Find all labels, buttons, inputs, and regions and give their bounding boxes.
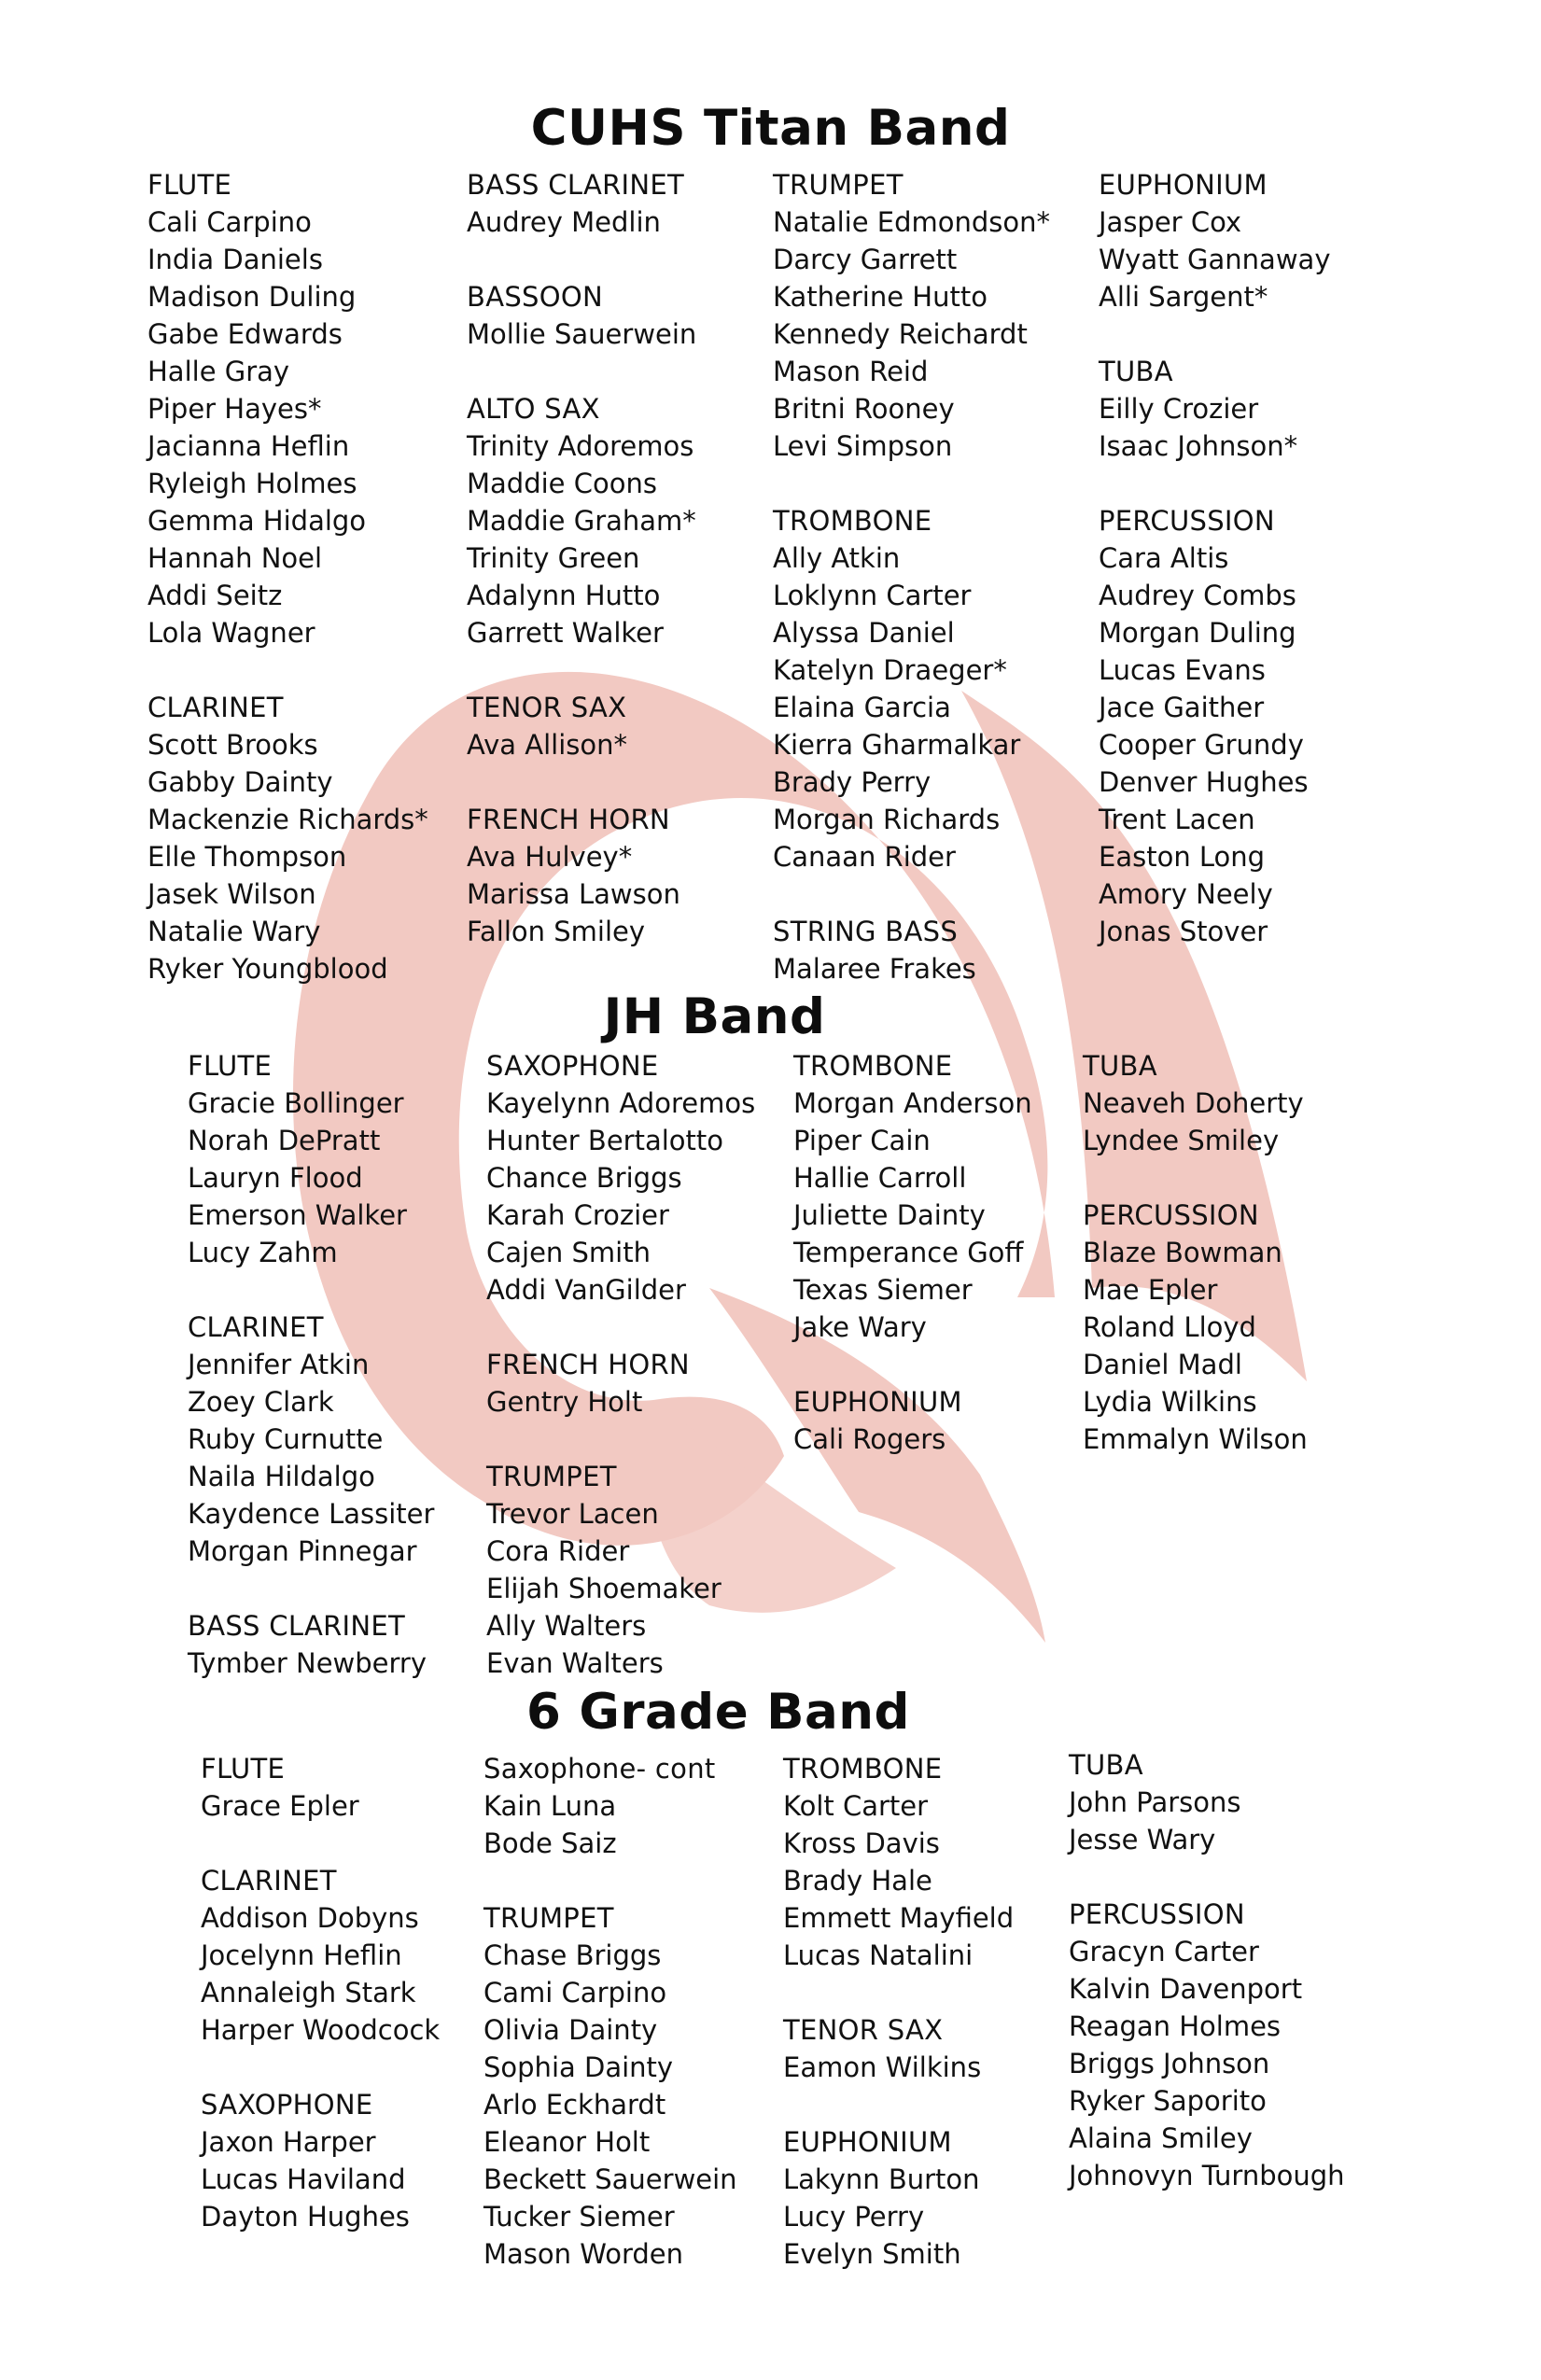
- instrument-section-french-horn: [486, 1346, 755, 1421]
- instrument-section-saxophone-cont: [483, 1750, 737, 1862]
- member-list: [188, 1085, 434, 1271]
- member-name: Fallon Smiley: [467, 916, 646, 947]
- member-name: Sophia Dainty: [483, 2051, 674, 2083]
- member-name: Alyssa Daniel: [773, 617, 955, 649]
- member-name: Cora Rider: [486, 1535, 630, 1567]
- member-list: [147, 726, 428, 987]
- member-name: Lucy Perry: [783, 2201, 925, 2233]
- member-name: Temperance Goff: [793, 1237, 1024, 1268]
- section-heading: TROMBONE: [793, 1050, 953, 1082]
- member-list: [188, 1645, 434, 1682]
- member-name: Chase Briggs: [483, 1939, 662, 1971]
- section-heading: SAXOPHONE: [201, 2089, 373, 2121]
- member-name: Kalvin Davenport: [1069, 1973, 1303, 2005]
- member-list: [467, 838, 696, 950]
- band-column: [783, 1750, 1014, 2310]
- member-name: Brady Hale: [783, 1865, 932, 1897]
- member-list: [188, 1346, 434, 1570]
- member-name: Zoey Clark: [188, 1386, 334, 1418]
- member-name: Madison Duling: [147, 281, 357, 313]
- member-name: Ally Atkin: [773, 542, 901, 574]
- band-column: [147, 166, 428, 1025]
- instrument-section-euphonium: [783, 2123, 1014, 2273]
- band-column: [486, 1047, 755, 1719]
- member-name: Trinity Green: [467, 542, 640, 574]
- member-name: Ava Allison*: [467, 729, 628, 761]
- instrument-section-trombone: [773, 502, 1050, 875]
- member-name: Dayton Hughes: [201, 2201, 410, 2233]
- member-name: Olivia Dainty: [483, 2014, 658, 2046]
- member-list: [773, 539, 1050, 875]
- member-name: Juliette Dainty: [793, 1199, 986, 1231]
- member-name: Malaree Frakes: [773, 953, 976, 985]
- band-column: [201, 1750, 440, 2273]
- member-name: Texas Siemer: [793, 1274, 973, 1306]
- band-title: JH Band: [603, 988, 826, 1045]
- member-name: Lola Wagner: [147, 617, 315, 649]
- section-heading: ALTO SAX: [467, 393, 600, 425]
- band-column: [1099, 166, 1330, 987]
- member-name: Jaxon Harper: [201, 2126, 376, 2158]
- member-name: Emmett Mayfield: [783, 1902, 1015, 1934]
- member-name: Lauryn Flood: [188, 1162, 363, 1194]
- member-list: [783, 2049, 1014, 2086]
- section-heading: STRING BASS: [773, 916, 959, 947]
- instrument-section-clarinet: [147, 689, 428, 987]
- member-name: Katherine Hutto: [773, 281, 988, 313]
- member-name: Elle Thompson: [147, 841, 347, 873]
- instrument-section-trumpet: [483, 1899, 737, 2273]
- section-heading: TUBA: [1099, 356, 1173, 387]
- instrument-section-bassoon: [467, 278, 696, 353]
- member-name: Trevor Lacen: [486, 1498, 659, 1530]
- section-heading: TRUMPET: [483, 1902, 614, 1934]
- member-name: Evelyn Smith: [783, 2238, 961, 2270]
- member-list: [773, 950, 1050, 987]
- member-name: Hannah Noel: [147, 542, 323, 574]
- band-column: [773, 166, 1050, 1025]
- member-list: [783, 1787, 1014, 1974]
- member-name: Kayelynn Adoremos: [486, 1087, 756, 1119]
- member-list: [467, 726, 696, 763]
- instrument-section-clarinet: [188, 1309, 434, 1570]
- member-name: Chance Briggs: [486, 1162, 682, 1194]
- member-name: Piper Cain: [793, 1125, 931, 1156]
- member-name: Addi Seitz: [147, 580, 283, 611]
- band-title: 6 Grade Band: [526, 1684, 910, 1741]
- member-name: Jasper Cox: [1099, 206, 1242, 238]
- member-name: India Daniels: [147, 244, 323, 275]
- instrument-section-flute: [201, 1750, 440, 1825]
- member-name: Katelyn Draeger*: [773, 654, 1007, 686]
- instrument-section-flute: [188, 1047, 434, 1271]
- instrument-section-percussion: [1069, 1896, 1345, 2194]
- member-name: Cali Carpino: [147, 206, 312, 238]
- member-list: [793, 1421, 1032, 1458]
- member-name: Emerson Walker: [188, 1199, 407, 1231]
- member-name: Piper Hayes*: [147, 393, 322, 425]
- member-name: Jonas Stover: [1099, 916, 1268, 947]
- member-name: Bode Saiz: [483, 1827, 617, 1859]
- instrument-section-bass-clarinet: [188, 1607, 434, 1682]
- member-name: Morgan Duling: [1099, 617, 1296, 649]
- section-heading: PERCUSSION: [1099, 505, 1275, 537]
- member-list: [1099, 539, 1330, 950]
- band-column: [1069, 1746, 1345, 2232]
- member-name: Gemma Hidalgo: [147, 505, 367, 537]
- member-name: Gabby Dainty: [147, 766, 333, 798]
- section-heading: Saxophone- cont: [483, 1753, 716, 1785]
- instrument-section-tuba: [1099, 353, 1330, 465]
- member-name: Tucker Siemer: [483, 2201, 675, 2233]
- member-list: [1099, 390, 1330, 465]
- member-list: [783, 2161, 1014, 2273]
- instrument-section-alto-sax: [467, 390, 696, 651]
- instrument-section-euphonium: [793, 1383, 1032, 1458]
- member-name: Kross Davis: [783, 1827, 940, 1859]
- member-name: Mackenzie Richards*: [147, 804, 428, 835]
- member-list: [486, 1383, 755, 1421]
- member-name: Ruby Curnutte: [188, 1423, 384, 1455]
- member-name: Cami Carpino: [483, 1977, 667, 2009]
- member-name: Audrey Medlin: [467, 206, 661, 238]
- member-name: Ryker Youngblood: [147, 953, 388, 985]
- section-heading: TENOR SAX: [467, 692, 627, 723]
- member-list: [201, 2123, 440, 2235]
- member-name: Emmalyn Wilson: [1083, 1423, 1308, 1455]
- member-name: Kain Luna: [483, 1790, 617, 1822]
- section-heading: TRUMPET: [773, 169, 904, 201]
- member-name: Jacianna Heflin: [147, 430, 350, 462]
- member-name: Lyndee Smiley: [1083, 1125, 1280, 1156]
- instrument-section-percussion: [1099, 502, 1330, 950]
- member-name: Canaan Rider: [773, 841, 956, 873]
- member-name: Daniel Madl: [1083, 1349, 1242, 1380]
- member-name: Cooper Grundy: [1099, 729, 1304, 761]
- member-name: Hunter Bertalotto: [486, 1125, 724, 1156]
- member-name: Gracyn Carter: [1069, 1936, 1259, 1967]
- member-name: Ryker Saporito: [1069, 2085, 1267, 2117]
- section-heading: TENOR SAX: [783, 2014, 944, 2046]
- member-name: Marissa Lawson: [467, 878, 680, 910]
- instrument-section-tuba: [1083, 1047, 1308, 1159]
- member-name: Lydia Wilkins: [1083, 1386, 1257, 1418]
- instrument-section-flute: [147, 166, 428, 651]
- member-name: Hallie Carroll: [793, 1162, 967, 1194]
- member-name: Loklynn Carter: [773, 580, 972, 611]
- band-title: CUHS Titan Band: [530, 100, 1011, 157]
- member-list: [486, 1495, 755, 1682]
- member-name: Eamon Wilkins: [783, 2051, 982, 2083]
- section-heading: BASS CLARINET: [467, 169, 685, 201]
- member-list: [201, 1787, 440, 1825]
- member-name: Jace Gaither: [1099, 692, 1265, 723]
- section-heading: FRENCH HORN: [467, 804, 670, 835]
- member-list: [467, 427, 696, 651]
- member-name: Jennifer Atkin: [188, 1349, 370, 1380]
- instrument-section-saxophone: [486, 1047, 755, 1309]
- member-name: Brady Perry: [773, 766, 932, 798]
- member-name: Kennedy Reichardt: [773, 318, 1028, 350]
- section-heading: EUPHONIUM: [1099, 169, 1268, 201]
- section-heading: FLUTE: [201, 1753, 286, 1785]
- member-name: Maddie Coons: [467, 468, 657, 499]
- instrument-section-trumpet: [486, 1458, 755, 1682]
- section-heading: EUPHONIUM: [783, 2126, 952, 2158]
- instrument-section-trumpet: [773, 166, 1050, 465]
- member-list: [1069, 1933, 1345, 2194]
- member-name: Denver Hughes: [1099, 766, 1309, 798]
- member-name: Darcy Garrett: [773, 244, 958, 275]
- section-heading: TUBA: [1083, 1050, 1157, 1082]
- member-name: Garrett Walker: [467, 617, 664, 649]
- member-list: [467, 315, 696, 353]
- section-heading: EUPHONIUM: [793, 1386, 962, 1418]
- band-column: [483, 1750, 737, 2310]
- member-name: Beckett Sauerwein: [483, 2163, 737, 2195]
- member-name: Addison Dobyns: [201, 1902, 419, 1934]
- member-name: Halle Gray: [147, 356, 290, 387]
- instrument-section-string-bass: [773, 913, 1050, 987]
- member-name: Morgan Richards: [773, 804, 1001, 835]
- member-name: Cajen Smith: [486, 1237, 651, 1268]
- member-name: Jesse Wary: [1069, 1824, 1216, 1855]
- member-name: Reagan Holmes: [1069, 2010, 1282, 2042]
- member-name: Ally Walters: [486, 1610, 647, 1642]
- instrument-section-tuba: [1069, 1746, 1345, 1858]
- member-list: [1069, 1784, 1345, 1858]
- member-name: Karah Crozier: [486, 1199, 669, 1231]
- member-name: Gentry Holt: [486, 1386, 643, 1418]
- section-heading: CLARINET: [188, 1311, 324, 1343]
- instrument-section-trombone: [793, 1047, 1032, 1346]
- member-name: Kierra Gharmalkar: [773, 729, 1021, 761]
- instrument-section-bass-clarinet: [467, 166, 696, 241]
- member-name: Jake Wary: [793, 1311, 927, 1343]
- section-heading: TUBA: [1069, 1749, 1143, 1781]
- member-name: Morgan Anderson: [793, 1087, 1032, 1119]
- member-name: Natalie Edmondson*: [773, 206, 1051, 238]
- band-column: [1083, 1047, 1308, 1495]
- member-name: Cara Altis: [1099, 542, 1229, 574]
- member-name: Cali Rogers: [793, 1423, 946, 1455]
- member-name: Kaydence Lassiter: [188, 1498, 435, 1530]
- member-name: Easton Long: [1099, 841, 1266, 873]
- member-name: Isaac Johnson*: [1099, 430, 1298, 462]
- member-name: Roland Lloyd: [1083, 1311, 1256, 1343]
- section-heading: SAXOPHONE: [486, 1050, 659, 1082]
- member-name: Scott Brooks: [147, 729, 318, 761]
- section-heading: TROMBONE: [773, 505, 932, 537]
- member-name: Briggs Johnson: [1069, 2048, 1270, 2079]
- member-name: Evan Walters: [486, 1647, 664, 1679]
- member-name: John Parsons: [1069, 1786, 1241, 1818]
- instrument-section-euphonium: [1099, 166, 1330, 315]
- instrument-section-french-horn: [467, 801, 696, 950]
- member-name: Elaina Garcia: [773, 692, 951, 723]
- band-column: [188, 1047, 434, 1719]
- member-name: Mason Reid: [773, 356, 929, 387]
- member-list: [483, 1937, 737, 2273]
- member-list: [467, 203, 696, 241]
- member-name: Grace Epler: [201, 1790, 359, 1822]
- member-name: Morgan Pinnegar: [188, 1535, 417, 1567]
- member-list: [147, 203, 428, 651]
- member-name: Mae Epler: [1083, 1274, 1218, 1306]
- instrument-section-saxophone: [201, 2086, 440, 2235]
- member-name: Britni Rooney: [773, 393, 955, 425]
- member-list: [201, 1899, 440, 2049]
- member-name: Gracie Bollinger: [188, 1087, 404, 1119]
- member-name: Neaveh Doherty: [1083, 1087, 1304, 1119]
- section-heading: FLUTE: [147, 169, 232, 201]
- member-name: Mollie Sauerwein: [467, 318, 697, 350]
- member-list: [486, 1085, 755, 1309]
- member-name: Audrey Combs: [1099, 580, 1296, 611]
- member-name: Ryleigh Holmes: [147, 468, 357, 499]
- member-name: Johnovyn Turnbough: [1069, 2160, 1345, 2191]
- instrument-section-tenor-sax: [783, 2011, 1014, 2086]
- member-name: Lucas Haviland: [201, 2163, 406, 2195]
- member-name: Annaleigh Stark: [201, 1977, 416, 2009]
- member-name: Amory Neely: [1099, 878, 1273, 910]
- member-name: Gabe Edwards: [147, 318, 343, 350]
- member-name: Trent Lacen: [1099, 804, 1255, 835]
- member-list: [1083, 1234, 1308, 1458]
- section-heading: FRENCH HORN: [486, 1349, 690, 1380]
- section-heading: BASSOON: [467, 281, 603, 313]
- member-name: Jocelynn Heflin: [201, 1939, 402, 1971]
- member-name: Arlo Eckhardt: [483, 2089, 666, 2121]
- member-name: Natalie Wary: [147, 916, 321, 947]
- member-list: [773, 203, 1050, 465]
- member-name: Lucy Zahm: [188, 1237, 338, 1268]
- section-heading: PERCUSSION: [1083, 1199, 1259, 1231]
- member-name: Wyatt Gannaway: [1099, 244, 1331, 275]
- member-name: Kolt Carter: [783, 1790, 929, 1822]
- member-name: Harper Woodcock: [201, 2014, 441, 2046]
- member-name: Mason Worden: [483, 2238, 684, 2270]
- member-name: Alli Sargent*: [1099, 281, 1268, 313]
- instrument-section-percussion: [1083, 1197, 1308, 1458]
- member-name: Addi VanGilder: [486, 1274, 686, 1306]
- member-name: Lakynn Burton: [783, 2163, 980, 2195]
- member-name: Lucas Evans: [1099, 654, 1266, 686]
- member-name: Norah DePratt: [188, 1125, 381, 1156]
- member-list: [793, 1085, 1032, 1346]
- instrument-section-clarinet: [201, 1862, 440, 2049]
- band-column: [467, 166, 696, 987]
- member-name: Naila Hildalgo: [188, 1461, 375, 1492]
- member-list: [483, 1787, 737, 1862]
- instrument-section-tenor-sax: [467, 689, 696, 763]
- member-name: Elijah Shoemaker: [486, 1573, 721, 1604]
- section-heading: BASS CLARINET: [188, 1610, 406, 1642]
- section-heading: PERCUSSION: [1069, 1898, 1245, 1930]
- member-list: [1099, 203, 1330, 315]
- section-heading: TRUMPET: [486, 1461, 617, 1492]
- section-heading: CLARINET: [201, 1865, 337, 1897]
- section-heading: TROMBONE: [783, 1753, 943, 1785]
- member-name: Eleanor Holt: [483, 2126, 651, 2158]
- member-name: Levi Simpson: [773, 430, 953, 462]
- section-heading: FLUTE: [188, 1050, 273, 1082]
- member-name: Eilly Crozier: [1099, 393, 1259, 425]
- member-name: Lucas Natalini: [783, 1939, 974, 1971]
- instrument-section-trombone: [783, 1750, 1014, 1974]
- band-column: [793, 1047, 1032, 1495]
- member-name: Ava Hulvey*: [467, 841, 633, 873]
- member-name: Adalynn Hutto: [467, 580, 661, 611]
- member-name: Blaze Bowman: [1083, 1237, 1282, 1268]
- member-name: Maddie Graham*: [467, 505, 696, 537]
- member-name: Trinity Adoremos: [467, 430, 694, 462]
- section-heading: CLARINET: [147, 692, 284, 723]
- member-list: [1083, 1085, 1308, 1159]
- member-name: Alaina Smiley: [1069, 2122, 1253, 2154]
- member-name: Jasek Wilson: [147, 878, 316, 910]
- member-name: Tymber Newberry: [188, 1647, 427, 1679]
